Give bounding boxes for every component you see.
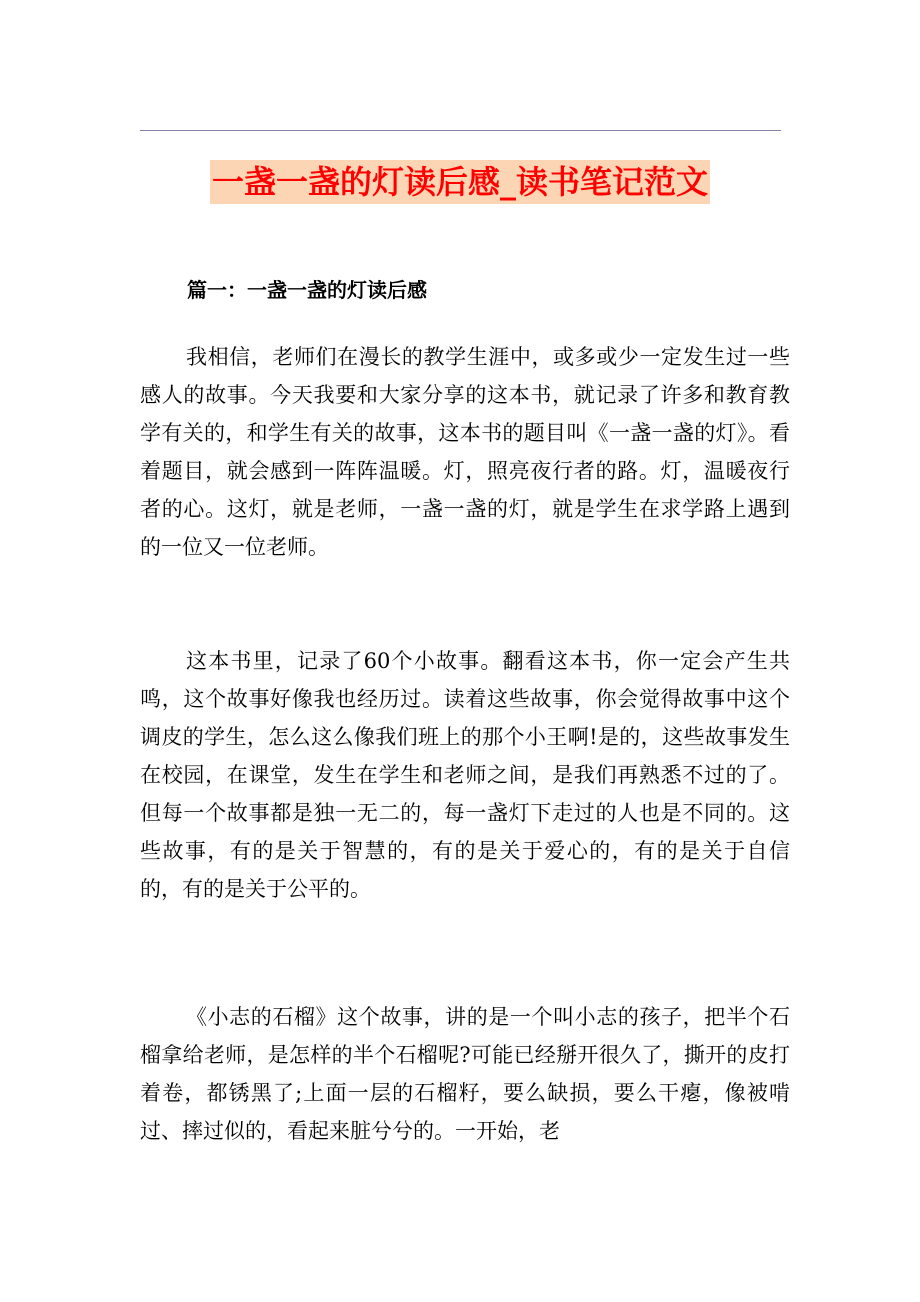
header-rule xyxy=(140,130,781,131)
paragraph-1: 我相信，老师们在漫长的教学生涯中，或多或少一定发生过一些感人的故事。今天我要和大家分享的这本书，就记录了许多和教育教学有关的，和学生有关的故事，这本书的题目叫《一盏一盏的灯》。看着题目，就会感到一阵阵温暖。灯，照亮夜行者的路。灯，温暖夜行者的心。这灯，就是老师，一盏一盏的灯，就是学生在求学路上遇到的一位又一位老师。 xyxy=(140,345,790,559)
paragraph-3: 《小志的石榴》这个故事，讲的是一个叫小志的孩子，把半个石榴拿给老师，是怎样的半个石榴呢?可能已经掰开很久了，撕开的皮打着卷，都锈黑了;上面一层的石榴籽，要么缺损，要么干瘪，像被啃过、摔过似的，看起来脏兮兮的。一开始，老 xyxy=(140,1005,790,1143)
document-title: 一盏一盏的灯读后感_读书笔记范文 xyxy=(210,160,710,204)
title-container xyxy=(0,160,920,204)
paragraph-2: 这本书里，记录了60个小故事。翻看这本书，你一定会产生共鸣，这个故事好像我也经历过。读着这些故事，你会觉得故事中这个调皮的学生，怎么这么像我们班上的那个小王啊!是的，这些故事发生在校园，在课堂，发生在学生和老师之间，是我们再熟悉不过的了。但每一个故事都是独一无二的，每一盏灯下走过的人也是不同的。这些故事，有的是关于智慧的，有的是关于爱心的，有的是关于自信的，有的是关于公平的。 xyxy=(140,649,790,901)
section-heading: 篇一：一盏一盏的灯读后感 xyxy=(187,278,427,302)
